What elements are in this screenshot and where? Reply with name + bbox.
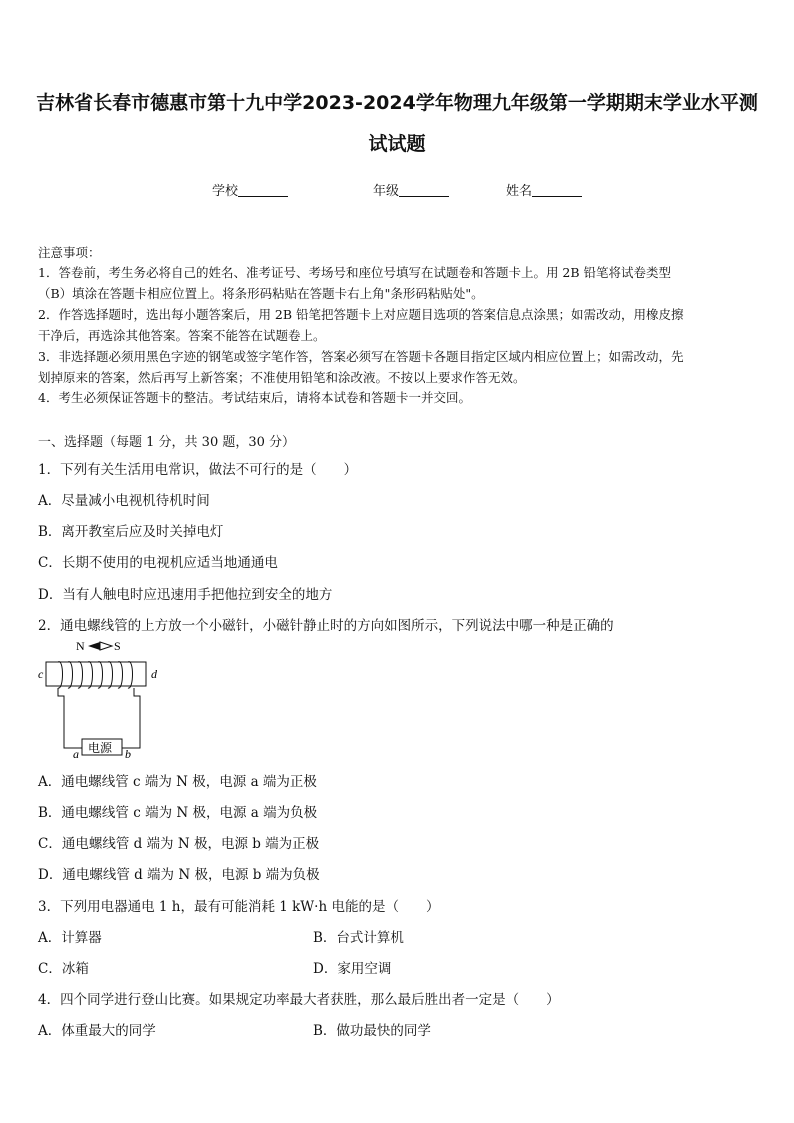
- question-3-option-a: A．计算器: [38, 930, 102, 946]
- solenoid-diagram: [38, 636, 168, 758]
- label-b: b: [125, 747, 131, 758]
- solenoid-core: [46, 662, 146, 686]
- page-title-line1: 吉林省长春市德惠市第十九中学2023-2024学年物理九年级第一学期期末学业水平测: [36, 92, 758, 114]
- question-3-option-c: C．冰箱: [38, 961, 89, 977]
- page-title-line2: 试试题: [368, 133, 426, 155]
- grade-blank: [399, 184, 449, 197]
- question-2-stem: 2．通电螺线管的上方放一个小磁针，小磁针静止时的方向如图所示，下列说法中哪一种是正确的: [38, 618, 614, 634]
- question-3-option-b: B．台式计算机: [313, 930, 404, 946]
- question-4-stem: 4．四个同学进行登山比赛。如果规定功率最大者获胜，那么最后胜出者一定是（ ）: [38, 992, 560, 1008]
- solenoid-coils: [58, 662, 133, 688]
- label-a: a: [73, 747, 79, 758]
- notes-heading: 注意事项：: [38, 245, 101, 260]
- notes-line: 3．非选择题必须用黑色字迹的钢笔或签字笔作答，答案必须写在答题卡各题目指定区域内相应位置上；如需改动，先: [38, 349, 684, 364]
- notes-line: 4．考生必须保证答题卡的整洁。考试结束后，请将本试卷和答题卡一并交回。: [38, 390, 471, 405]
- school-field: [212, 180, 288, 199]
- question-2-option-c: C．通电螺线管 d 端为 N 极，电源 b 端为正极: [38, 836, 320, 852]
- label-d: d: [151, 667, 157, 681]
- notes-line: 2．作答选择题时，选出每小题答案后，用 2B 铅笔把答题卡上对应题目选项的答案信息点涂黑；如需改动，用橡皮擦: [38, 307, 684, 322]
- needle-north-half: [88, 642, 100, 650]
- notes-line: 划掉原来的答案，然后再写上新答案；不准使用铅笔和涂改液。不按以上要求作答无效。: [38, 370, 526, 385]
- notes-line: （B）填涂在答题卡相应位置上。将条形码粘贴在答题卡右上角"条形码粘贴处"。: [38, 286, 484, 301]
- question-1-option-c: C．长期不使用的电视机应适当地通通电: [38, 555, 278, 571]
- school-blank: [238, 184, 288, 197]
- power-source-label: 电源: [88, 741, 113, 755]
- notes-line: 1．答卷前，考生务必将自己的姓名、准考证号、考场号和座位号填写在试题卷和答题卡上。用 2B 铅笔将试卷类型: [38, 265, 672, 280]
- needle-south-half: [100, 642, 112, 650]
- question-1-stem: 1．下列有关生活用电常识，做法不可行的是（ ）: [38, 462, 358, 478]
- needle-n-label: N: [76, 639, 85, 653]
- notes-line: 干净后，再选涂其他答案。答案不能答在试题卷上。: [38, 328, 326, 343]
- solenoid-figure: [38, 636, 168, 758]
- school-label: 学校: [212, 184, 239, 199]
- wire-left: [58, 688, 82, 748]
- question-4-option-b: B．做功最快的同学: [313, 1023, 431, 1039]
- question-3-option-d: D．家用空调: [313, 961, 392, 977]
- grade-label: 年级: [373, 184, 400, 199]
- wire-right: [122, 688, 140, 748]
- question-2-option-a: A．通电螺线管 c 端为 N 极，电源 a 端为正极: [38, 774, 317, 790]
- question-1-option-b: B．离开教室后应及时关掉电灯: [38, 524, 224, 540]
- name-field: [506, 180, 582, 199]
- section-heading: 一、选择题（每题 1 分，共 30 题，30 分）: [38, 435, 296, 450]
- question-4-option-a: A．体重最大的同学: [38, 1023, 156, 1039]
- name-label: 姓名: [506, 184, 533, 199]
- question-2-option-b: B．通电螺线管 c 端为 N 极，电源 a 端为负极: [38, 805, 318, 821]
- name-blank: [532, 184, 582, 197]
- question-2-option-d: D．通电螺线管 d 端为 N 极，电源 b 端为负极: [38, 867, 320, 883]
- question-3-stem: 3．下列用电器通电 1 h，最有可能消耗 1 kW·h 电能的是（ ）: [38, 899, 440, 915]
- grade-field: [373, 180, 449, 199]
- question-1-option-d: D．当有人触电时应迅速用手把他拉到安全的地方: [38, 587, 333, 603]
- question-1-option-a: A．尽量减小电视机待机时间: [38, 493, 210, 509]
- label-c: c: [38, 667, 44, 681]
- needle-s-label: S: [114, 639, 121, 653]
